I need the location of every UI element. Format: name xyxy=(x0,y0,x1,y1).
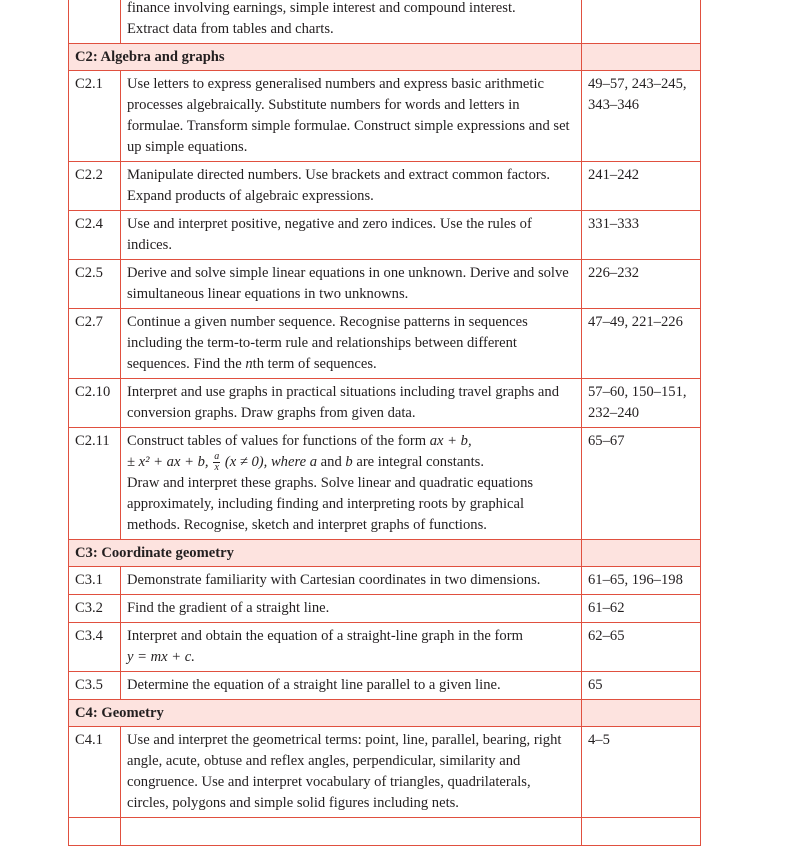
code-cell: C2.4 xyxy=(69,211,121,260)
description-cell xyxy=(121,428,582,540)
description-line xyxy=(127,452,575,473)
code-cell: C2.11 xyxy=(69,428,121,540)
math-expression: ax + b, xyxy=(429,433,472,449)
section-title: C3: Coordinate geometry xyxy=(69,540,582,567)
reference-cell: 241–242 xyxy=(582,162,701,211)
description-cell: Interpret and use graphs in practical situations including travel graphs and conversion graphs. Draw graphs from given data. xyxy=(121,379,582,428)
description-cell: Use letters to express generalised numbers and express basic arithmetic processes algebraically. Substitute numbers for words and letters in formulae. Transform simple formulae. Construct simple expressions and set up simple equations. xyxy=(121,71,582,162)
reference-cell: 4–5 xyxy=(582,727,701,818)
code-cell: C2.10 xyxy=(69,379,121,428)
syllabus-table xyxy=(68,0,701,846)
reference-cell: 226–232 xyxy=(582,260,701,309)
code-cell: C2.2 xyxy=(69,162,121,211)
section-header-row xyxy=(69,700,701,727)
description-text: Continue a given number sequence. Recognise patterns in sequences including the term-to-term rule and relationships between different sequences. Find the xyxy=(127,314,528,372)
table-row xyxy=(69,379,701,428)
code-cell: C2.7 xyxy=(69,309,121,379)
page-ref: 57–60, 150–151, xyxy=(588,384,687,400)
table-row xyxy=(69,727,701,818)
description-cell: Demonstrate familiarity with Cartesian coordinates in two dimensions. xyxy=(121,567,582,595)
description-cell: Manipulate directed numbers. Use brackets and extract common factors. Expand products of algebraic expressions. xyxy=(121,162,582,211)
section-header-empty-cell xyxy=(582,540,701,567)
section-header-empty-cell xyxy=(582,44,701,71)
reference-cell: 62–65 xyxy=(582,623,701,672)
table-row xyxy=(69,211,701,260)
description-cell xyxy=(121,623,582,672)
continued-text-line: Extract data from tables and charts. xyxy=(127,21,334,37)
description-cell: Use and interpret positive, negative and zero indices. Use the rules of indices. xyxy=(121,211,582,260)
table-row xyxy=(69,428,701,540)
math-variable: a xyxy=(309,454,318,470)
description-cell: Find the gradient of a straight line. xyxy=(121,595,582,623)
math-variable: b xyxy=(345,454,353,470)
reference-cell: 47–49, 221–226 xyxy=(582,309,701,379)
reference-cell: 61–62 xyxy=(582,595,701,623)
table-row xyxy=(69,309,701,379)
continued-text-line: finance involving earnings, simple interest and compound interest. xyxy=(127,0,516,16)
description-line xyxy=(127,431,575,452)
description-text: Draw and interpret these graphs. Solve linear and quadratic equations approximately, including finding and interpreting roots by graphical methods. Recognise, sketch and interpret graphs of functions. xyxy=(127,475,534,534)
table-row xyxy=(69,260,701,309)
description-text: Construct tables of values for functions of the form xyxy=(127,433,430,449)
table-row xyxy=(69,595,701,623)
reference-cell: 65–67 xyxy=(582,428,701,540)
fraction-numerator: a xyxy=(214,451,220,463)
table-row xyxy=(69,71,701,162)
math-equation: y = mx + c. xyxy=(127,649,195,666)
reference-cell: 65 xyxy=(582,672,701,700)
reference-cell: 61–65, 196–198 xyxy=(582,567,701,595)
section-header-empty-cell xyxy=(582,700,701,727)
section-title: C2: Algebra and graphs xyxy=(69,44,582,71)
description-cell xyxy=(121,818,582,846)
description-cell: Use and interpret the geometrical terms: point, line, parallel, bearing, right angle, acute, obtuse and reflex angles, perpendicular, similarity and congruence. Use and interpret vocabulary of triangles, quadrilaterals, circles, polygons and simple solid figures including nets. xyxy=(121,727,582,818)
code-cell: C2.1 xyxy=(69,71,121,162)
reference-cell xyxy=(582,379,701,428)
fraction xyxy=(213,452,220,473)
page-ref: 49–57, 243–245, xyxy=(588,76,687,92)
table-row xyxy=(69,162,701,211)
reference-cell xyxy=(582,71,701,162)
math-variable: n xyxy=(245,356,253,372)
description-text: and xyxy=(317,454,346,470)
fraction-denominator: x xyxy=(214,462,219,474)
description-cell: Derive and solve simple linear equations in one unknown. Derive and solve simultaneous linear equations in two unknowns. xyxy=(121,260,582,309)
reference-cell xyxy=(582,818,701,846)
code-cell: C3.5 xyxy=(69,672,121,700)
reference-cell: 331–333 xyxy=(582,211,701,260)
code-cell: C4.1 xyxy=(69,727,121,818)
page-ref: 232–240 xyxy=(588,405,640,421)
table-row-continued xyxy=(69,0,701,44)
code-cell: C2.5 xyxy=(69,260,121,309)
code-cell xyxy=(69,0,121,44)
section-header-row xyxy=(69,540,701,567)
table-row-cutoff xyxy=(69,818,701,846)
description-cell xyxy=(121,0,582,44)
section-title: C4: Geometry xyxy=(69,700,582,727)
page-ref: 343–346 xyxy=(588,97,640,113)
code-cell xyxy=(69,818,121,846)
math-expression: ± x² + ax + b, xyxy=(127,454,209,470)
description-text: Interpret and obtain the equation of a straight-line graph in the form xyxy=(127,628,523,645)
code-cell: C3.2 xyxy=(69,595,121,623)
description-cell xyxy=(121,309,582,379)
math-condition: (x ≠ 0), where xyxy=(224,454,310,470)
description-text: th term of sequences. xyxy=(252,356,377,372)
description-text: are integral constants. xyxy=(352,454,484,470)
reference-cell xyxy=(582,0,701,44)
code-cell: C3.4 xyxy=(69,623,121,672)
table-row xyxy=(69,623,701,672)
table-row xyxy=(69,672,701,700)
description-cell: Determine the equation of a straight line parallel to a given line. xyxy=(121,672,582,700)
code-cell: C3.1 xyxy=(69,567,121,595)
table-row xyxy=(69,567,701,595)
section-header-row xyxy=(69,44,701,71)
